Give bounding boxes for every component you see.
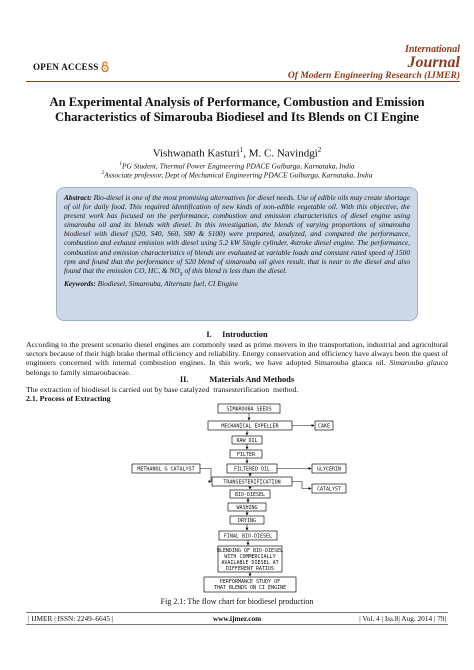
label-final: FINAL BIO-DIESEL — [223, 533, 273, 540]
aff-2-text: Associate professor, Dept of Mechanical Engineering PDACE Gulbarga, Karnataka, India — [104, 170, 373, 180]
subsection-heading: 2.1. Process of Extracting — [26, 394, 111, 403]
footer-link[interactable]: www.ijmer.com — [212, 614, 262, 623]
intro-text: According to the present scenario diesel engines are commonly used as prime movers in the transportation, industrial and agricultural sectors because of their high brake thermal efficiency and reliability. Energy conservation and efficiency have always been the quest of engineers concerned with internal combustion engines. In this work, we have adopted Simarouba glauca oil. — [26, 340, 448, 368]
label-filtered-oil: FILTERED OIL — [233, 466, 271, 473]
keywords-text: Biodiesel, Simarouba, Alternate fuel, CI Engine — [95, 279, 238, 289]
flowchart — [0, 398, 474, 596]
header-rule — [26, 81, 460, 82]
section-heading-materials: II. Materials And Methods — [179, 375, 295, 384]
intro-text-end: belongs to family simaroubaceae. — [26, 367, 131, 377]
aff-1-text: PG Student, Thermal Power Engineering PDACE Gulbarga, Karnataka, India — [122, 161, 355, 171]
footer-left: | IJMER | ISSN: 2249–6645 | — [28, 614, 114, 623]
page-footer — [26, 612, 448, 625]
label-blending-1: BLENDING OF BIO-DIESEL — [216, 548, 284, 554]
abstract-label: Abstract: — [64, 193, 92, 202]
section-heading-introduction: I. Introduction — [206, 330, 268, 339]
arrow-methanol-trans — [200, 469, 211, 482]
label-performance-2: THAT BLENDS ON CI ENGINE — [213, 585, 287, 591]
open-access-logo — [33, 61, 109, 72]
label-filter: FILTER — [236, 452, 256, 458]
journal-line-2: Journal — [407, 54, 460, 71]
label-methanol: METHANOL & CATALYST — [137, 466, 195, 473]
label-blending-4: DIFFERENT RATIOS — [225, 566, 275, 572]
open-lock-icon — [101, 61, 109, 72]
abstract-text-end: of this blend is less than the diesel. — [182, 265, 287, 275]
label-cake: CAKE — [317, 423, 331, 430]
author-2-sup: 2 — [317, 146, 322, 154]
abstract-text: Bio-diesel is one of the most promising alternatives for diesel needs. Use of edible oils may create shortage of oil for daily food. This required identification of new kinds of non-edible vegetable oil. With this objective, the present work has focused on the performance, combustion and emission characteristics of diesel engine using simarouba oil and its blends with diesel. In this investigation, the blends of varying proportions of simarouba biodiesel with diesel (S20, S40, S60, S80 & S100) were prepared, analyzed, and compared the performance, combustion and exhaust emission with diesel using 5.2 kW Single cylinder, 4stroke diesel engine. The performance, combustion and emission characteristics of blends are evaluated at variable loads and constant rated speed of 1500 rpm and found that the performance of S20 blend of simarouba oil gives result, that is near to the diesel and also found that the emission CO, HC, & NO — [64, 193, 410, 275]
abstract-box — [56, 187, 418, 321]
label-performance-1: PERFORMANCE STUDY OF — [219, 579, 281, 585]
label-washing: WASHING — [236, 505, 258, 511]
label-raw-oil: RAW OIL — [236, 438, 258, 444]
intro-italic: Simarouba glauca — [389, 358, 449, 368]
label-drying: DRYING — [237, 518, 257, 524]
journal-masthead — [288, 44, 460, 81]
abstract-sub: X — [179, 272, 183, 278]
aff-2-sup: 2 — [101, 170, 105, 176]
figure-caption: Fig 2.1: The flow chart for biodiesel production — [160, 597, 314, 606]
introduction-paragraph — [26, 340, 448, 377]
label-catalyst: CATALYST — [316, 486, 342, 493]
footer-right: | Vol. 4 | Iss.8| Aug. 2014 | 79| — [359, 614, 446, 623]
label-blending-2: WITH COMMERCIALLY — [224, 554, 276, 560]
paper-authors — [0, 146, 474, 160]
author-1: Vishwanath Kasturi — [152, 147, 240, 160]
arrow-trans-catalyst — [292, 482, 311, 489]
label-blending-3: AVAILABLE DIESEL AT — [221, 560, 279, 566]
affiliation-2 — [0, 170, 474, 179]
label-glycerin: GLYCERIN — [316, 466, 342, 473]
materials-paragraph: The extraction of biodiesel is carried out by base catalyzed transesterification method. — [26, 385, 299, 394]
label-expeller: MECHANICAL EXPELLER — [221, 423, 279, 430]
aff-1-sup: 1 — [119, 161, 123, 167]
journal-line-1: International — [404, 44, 460, 55]
keywords-label: Keywords: — [64, 279, 96, 289]
label-seeds: SIMAROUBA SEEDS — [226, 406, 272, 413]
label-bio-diesel: BIO-DIESEL — [234, 492, 266, 498]
label-transesterification: TRANSESTERIFICATION — [223, 479, 281, 486]
open-access-text: OPEN ACCESS — [33, 61, 99, 72]
paper-title: An Experimental Analysis of Performance, Combustion and Emission Characteristics of Simarouba Biodiesel and Its Blends on CI Engine — [49, 95, 425, 124]
author-2: , M. C. Navindgi — [243, 147, 318, 160]
author-1-sup: 1 — [239, 146, 244, 154]
journal-line-3: Of Modern Engineering Research (IJMER) — [287, 71, 460, 81]
